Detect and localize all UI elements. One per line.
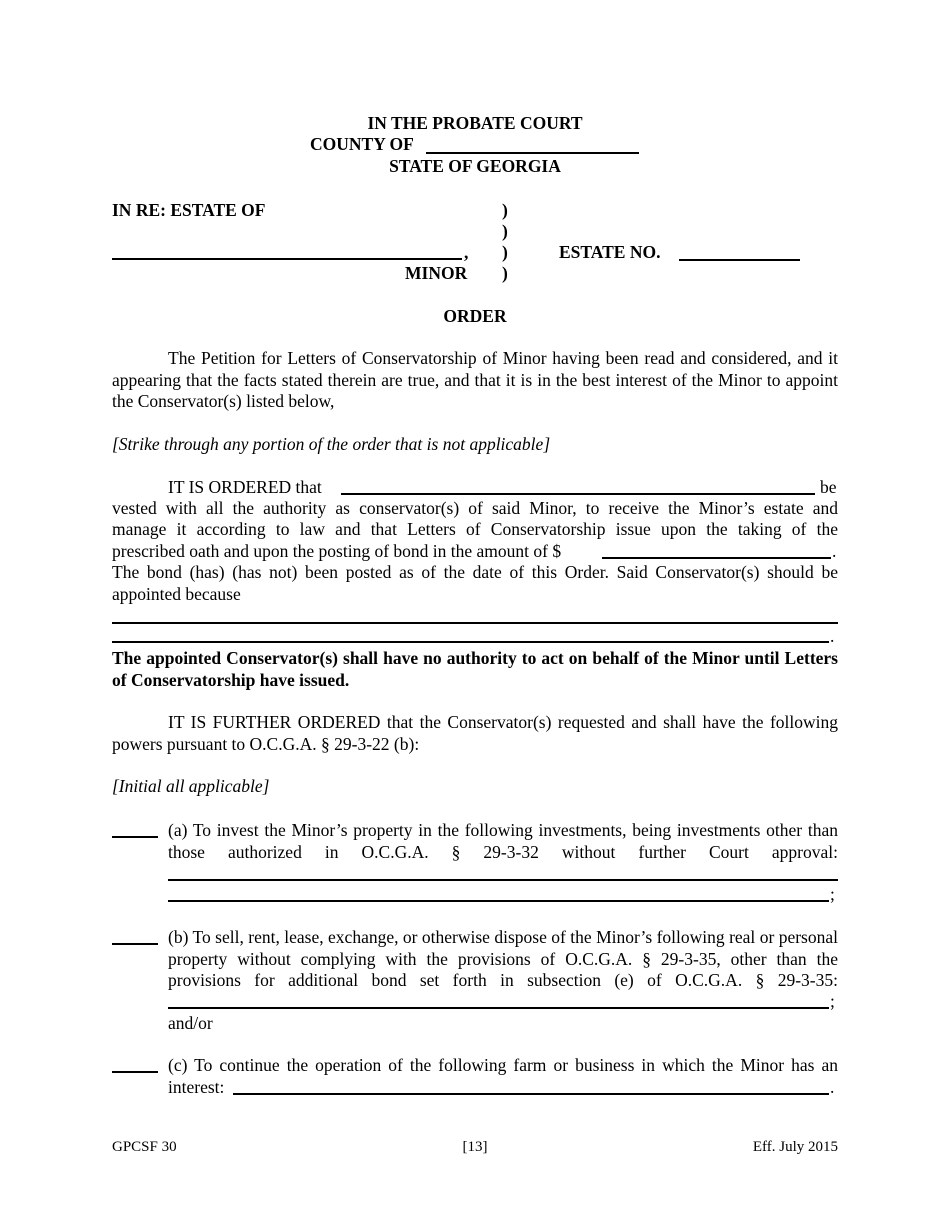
further-ordered-paragraph: IT IS FURTHER ORDERED that the Conservator(s) requested and shall have the following powers pursuant to O.C.G.A. § 29-3-22 (b): — [112, 712, 838, 754]
order-title: ORDER — [443, 306, 507, 326]
power-c-line-1: (c) To continue the operation of the following farm or business in which the Minor has an — [168, 1055, 838, 1075]
ordered-line-5: The bond (has) (has not) been posted as of the date of this Order. Said Conservator(s) should be — [112, 562, 838, 582]
caption-paren: ) — [502, 221, 508, 241]
power-b-text: (b) To sell, rent, lease, exchange, or otherwise dispose of the Minor’s following real or personal property without complying with the provisions of O.C.G.A. § 29-3-35, other than the provisions for additional bond set forth in subsection (e) of O.C.G.A. § 29-3-35: — [168, 927, 838, 990]
estate-no-blank[interactable] — [679, 259, 800, 261]
reason-period: . — [830, 626, 835, 646]
county-label: COUNTY OF — [310, 134, 414, 154]
power-a-text: (a) To invest the Minor’s property in the following investments, being investments other than those authorized in O.C.G.A. § 29-3-32 without further Court approval: — [168, 820, 838, 862]
bond-period: . — [832, 541, 837, 561]
initial-instruction: [Initial all applicable] — [112, 776, 270, 796]
reason-blank-1[interactable] — [112, 622, 838, 624]
initial-blank-c[interactable] — [112, 1071, 158, 1073]
conservator-name-blank[interactable] — [341, 493, 815, 495]
caption-paren: ) — [502, 242, 508, 262]
power-c-blank[interactable] — [233, 1093, 829, 1095]
and-or-text: and/or — [168, 1013, 213, 1033]
form-id: GPCSF 30 — [112, 1139, 177, 1155]
authority-warning: The appointed Conservator(s) shall have no authority to act on behalf of the Minor until Letters of Conservatorship have issued. — [112, 648, 838, 690]
power-a-blank-2[interactable] — [168, 900, 829, 902]
power-a-semicolon: ; — [830, 884, 835, 904]
caption-paren: ) — [502, 263, 508, 283]
ordered-be: be — [820, 477, 837, 497]
minor-name-blank[interactable] — [112, 258, 462, 260]
effective-date: Eff. July 2015 — [752, 1139, 838, 1155]
ordered-lead: IT IS ORDERED that — [168, 477, 322, 497]
in-re-label: IN RE: ESTATE OF — [112, 200, 266, 220]
power-c-period: . — [830, 1077, 835, 1097]
reason-blank-2[interactable] — [112, 641, 829, 643]
initial-blank-a[interactable] — [112, 836, 158, 838]
bond-amount-blank[interactable] — [602, 557, 831, 559]
power-b-semicolon: ; — [830, 991, 835, 1011]
initial-blank-b[interactable] — [112, 943, 158, 945]
ordered-line-3: manage it according to law and that Letters of Conservatorship issue upon the taking of the — [112, 519, 838, 539]
state-heading: STATE OF GEORGIA — [389, 156, 561, 176]
power-c-line-2: interest: — [168, 1077, 225, 1097]
caption-comma: , — [464, 242, 469, 262]
caption-paren: ) — [502, 200, 508, 220]
minor-label: MINOR — [405, 263, 468, 283]
strike-instruction: [Strike through any portion of the order that is not applicable] — [112, 434, 551, 454]
estate-no-label: ESTATE NO. — [559, 242, 661, 262]
power-a-blank-1[interactable] — [168, 879, 838, 881]
page-number: [13] — [462, 1139, 488, 1155]
intro-paragraph: The Petition for Letters of Conservatorship of Minor having been read and considered, and it appearing that the facts stated therein are true, and that it is in the best interest of the Minor to appoint the Conservator(s) listed below, — [112, 348, 838, 411]
ordered-line-4: prescribed oath and upon the posting of bond in the amount of $ — [112, 541, 562, 561]
county-blank[interactable] — [426, 152, 639, 154]
ordered-line-2: vested with all the authority as conservator(s) of said Minor, to receive the Minor’s estate and — [112, 498, 838, 518]
power-b-blank[interactable] — [168, 1007, 829, 1009]
court-heading: IN THE PROBATE COURT — [367, 113, 583, 133]
ordered-line-6: appointed because — [112, 584, 241, 604]
